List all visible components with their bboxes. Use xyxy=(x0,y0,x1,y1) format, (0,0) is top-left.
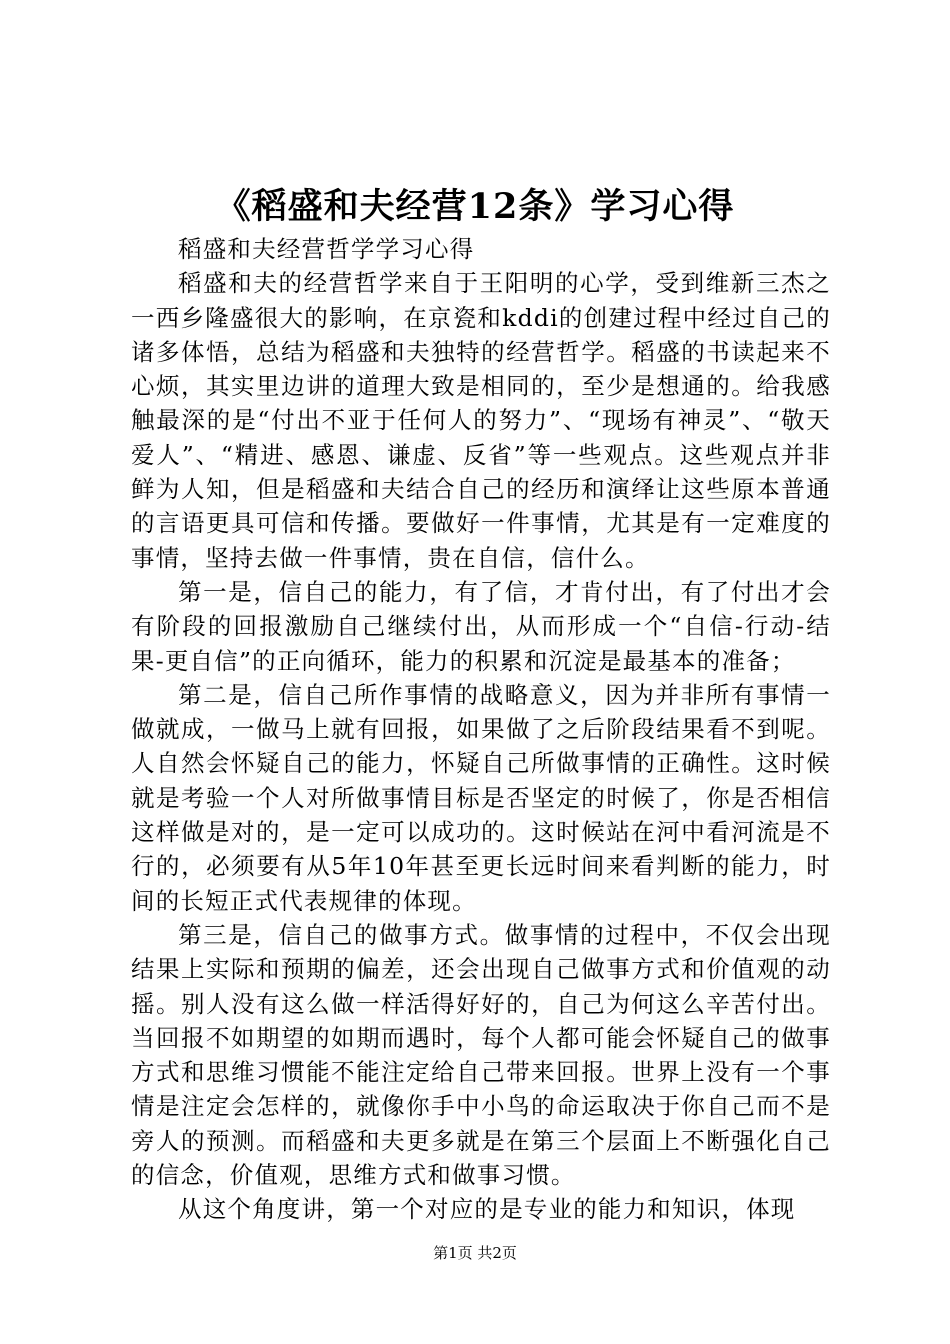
document-subtitle: 稻盛和夫经营哲学学习心得 xyxy=(178,235,475,263)
paragraph: 第二是，信自己所作事情的战略意义，因为并非所有事情一做就成，一做马上就有回报，如果做了之后阶段结果看不到呢。人自然会怀疑自己的能力，怀疑自己所做事情的正确性。这时候就是考验一个人对所做事情目标是否坚定的时候了，你是否相信这样做是对的，是一定可以成功的。这时候站在河中看河流是不行的，必须要有从5年10年甚至更长远时间来看判断的能力，时间的长短正式代表规律的体现。 xyxy=(131,680,831,915)
page-footer: 第1页 共2页 xyxy=(433,1244,517,1262)
document-title: 《稻盛和夫经营12条》学习心得 xyxy=(215,186,735,227)
paragraph: 第一是，信自己的能力，有了信，才肯付出，有了付出才会有阶段的回报激励自己继续付出，从而形成一个“自信-行动-结果-更自信”的正向循环，能力的积累和沉淀是最基本的准备； xyxy=(131,577,831,675)
paragraph: 稻盛和夫的经营哲学来自于王阳明的心学，受到维新三杰之一西乡隆盛很大的影响，在京瓷和kddi的创建过程中经过自己的诸多体悟，总结为稻盛和夫独特的经营哲学。稻盛的书读起来不心烦，其实里边讲的道理大致是相同的，至少是想通的。给我感触最深的是“付出不亚于任何人的努力”、“现场有神灵”、“敬天爱人”、“精进、感恩、谦虚、反省”等一些观点。这些观点并非鲜为人知，但是稻盛和夫结合自己的经历和演绎让这些原本普通的言语更具可信和传播。要做好一件事情，尤其是有一定难度的事情，坚持去做一件事情，贵在自信，信什么。 xyxy=(131,269,831,572)
document-body xyxy=(131,232,831,1227)
paragraph: 第三是，信自己的做事方式。做事情的过程中，不仅会出现结果上实际和预期的偏差，还会出现自己做事方式和价值观的动摇。别人没有这么做一样活得好好的，自己为何这么辛苦付出。当回报不如期望的如期而遇时，每个人都可能会怀疑自己的做事方式和思维习惯能不能注定给自己带来回报。世界上没有一个事情是注定会怎样的，就像你手中小鸟的命运取决于你自己而不是旁人的预测。而稻盛和夫更多就是在第三个层面上不断强化自己的信念，价值观，思维方式和做事习惯。 xyxy=(131,920,831,1190)
paragraph: 从这个角度讲，第一个对应的是专业的能力和知识，体现 xyxy=(178,1195,796,1224)
